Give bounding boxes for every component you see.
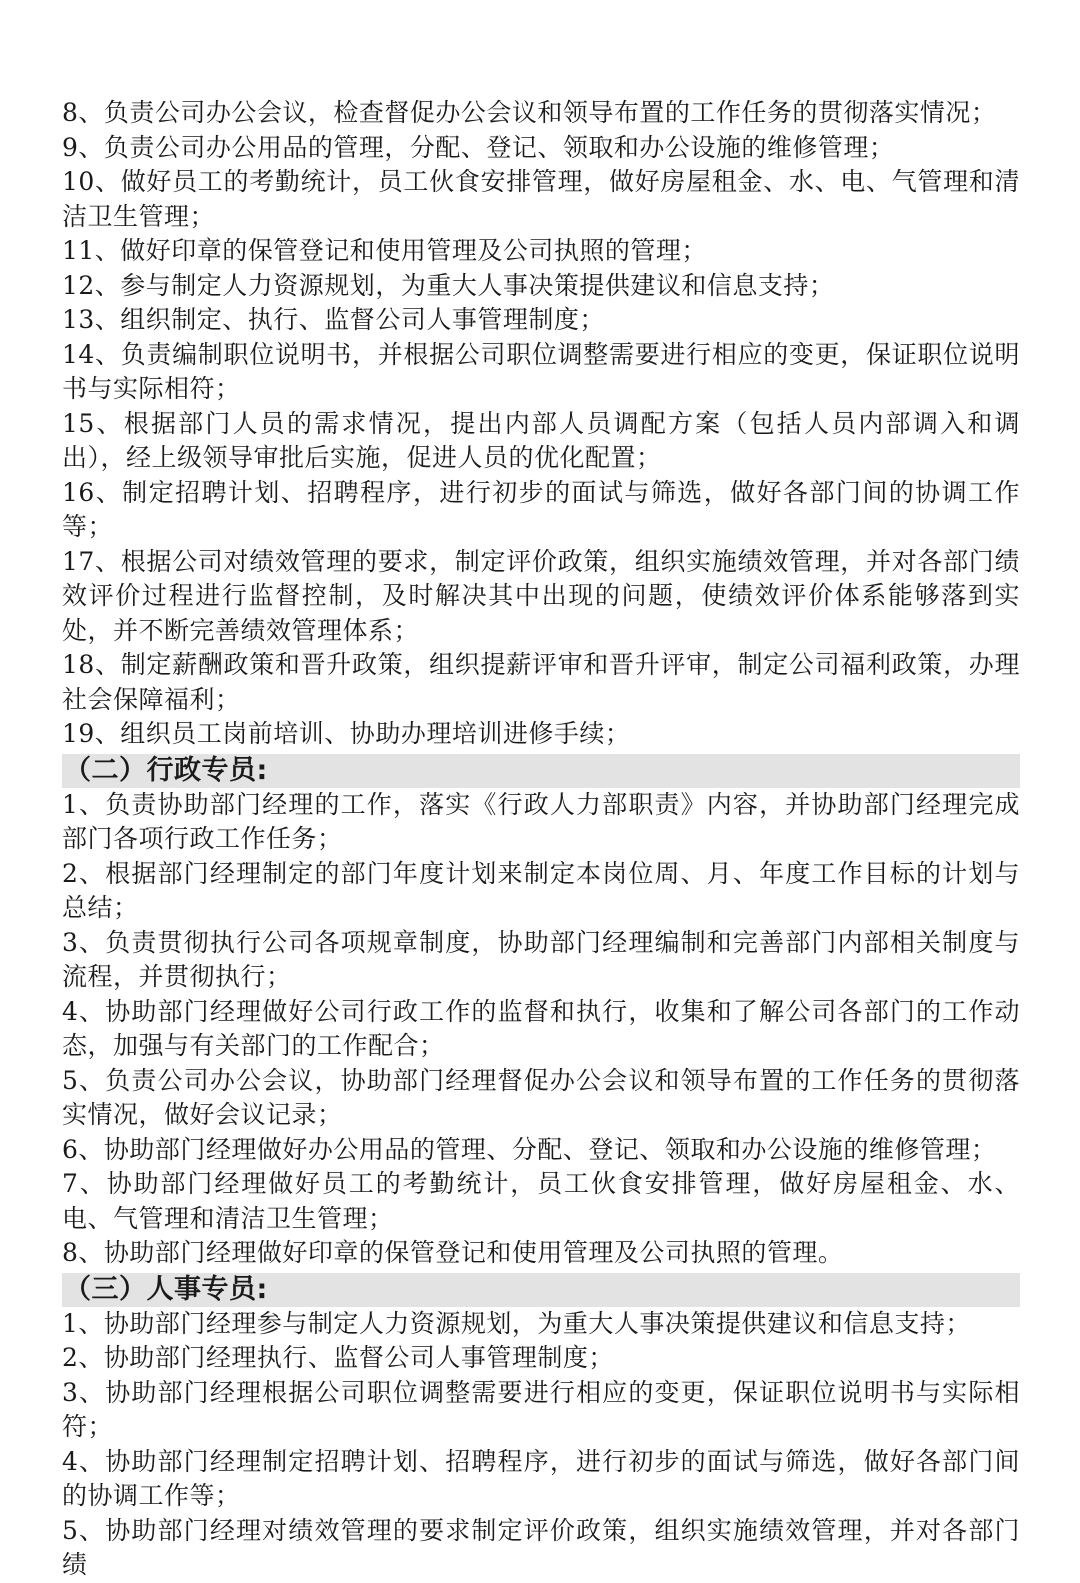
list-item: 3、协助部门经理根据公司职位调整需要进行相应的变更，保证职位说明书与实际相符； — [62, 1377, 1020, 1441]
duty-list-hr-specialist — [62, 1307, 1020, 1583]
list-item: 4、协助部门经理做好公司行政工作的监督和执行，收集和了解公司各部门的工作动态，加强与有关部门的工作配合； — [62, 996, 1020, 1060]
list-item: 8、协助部门经理做好印章的保管登记和使用管理及公司执照的管理。 — [62, 1238, 844, 1267]
list-item: 3、负责贯彻执行公司各项规章制度，协助部门经理编制和完善部门内部相关制度与流程，并贯彻执行； — [62, 927, 1020, 991]
list-item: 1、负责协助部门经理的工作，落实《行政人力部职责》内容，并协助部门经理完成部门各项行政工作任务； — [62, 789, 1020, 853]
section-title-admin-specialist: （二）行政专员: — [62, 754, 1020, 788]
list-item: 18、制定薪酬政策和晋升政策，组织提薪评审和晋升评审，制定公司福利政策，办理社会保障福利； — [62, 650, 1020, 714]
list-item: 15、根据部门人员的需求情况，提出内部人员调配方案（包括人员内部调入和调出），经上级领导审批后实施，促进人员的优化配置； — [62, 408, 1020, 472]
list-item: 19、组织员工岗前培训、协助办理培训进修手续； — [62, 719, 631, 748]
list-item: 11、做好印章的保管登记和使用管理及公司执照的管理； — [62, 236, 707, 265]
list-item: 14、负责编制职位说明书，并根据公司职位调整需要进行相应的变更，保证职位说明书与实际相符； — [62, 339, 1020, 403]
list-item: 5、协助部门经理对绩效管理的要求制定评价政策，组织实施绩效管理，并对各部门绩 — [62, 1515, 1020, 1579]
list-item: 17、根据公司对绩效管理的要求，制定评价政策，组织实施绩效管理，并对各部门绩效评价过程进行监督控制，及时解决其中出现的问题，使绩效评价体系能够落到实处，并不断完善绩效管理体系； — [62, 546, 1020, 645]
document-page — [62, 96, 1020, 1583]
list-item: 6、协助部门经理做好办公用品的管理、分配、登记、领取和办公设施的维修管理； — [62, 1134, 997, 1164]
list-item: 7、协助部门经理做好员工的考勤统计，员工伙食安排管理，做好房屋租金、水、电、气管理和清洁卫生管理； — [62, 1169, 1020, 1233]
list-item: 13、组织制定、执行、监督公司人事管理制度； — [62, 305, 605, 334]
list-item: 8、负责公司办公会议，检查督促办公会议和领导布置的工作任务的贯彻落实情况； — [62, 98, 997, 127]
duty-list-section-1 — [62, 96, 1020, 752]
list-item: 2、协助部门经理执行、监督公司人事管理制度； — [62, 1343, 614, 1372]
list-item: 9、负责公司办公用品的管理，分配、登记、领取和办公设施的维修管理； — [62, 132, 895, 162]
list-item: 16、制定招聘计划、招聘程序，进行初步的面试与筛选，做好各部门间的协调工作等； — [62, 477, 1020, 541]
list-item: 10、做好员工的考勤统计，员工伙食安排管理，做好房屋租金、水、电、气管理和清洁卫生管理； — [62, 167, 1020, 231]
list-item: 1、协助部门经理参与制定人力资源规划，为重大人事决策提供建议和信息支持； — [62, 1308, 971, 1338]
duty-list-admin-specialist — [62, 788, 1020, 1271]
list-item: 5、负责公司办公会议，协助部门经理督促办公会议和领导布置的工作任务的贯彻落实情况，做好会议记录； — [62, 1065, 1020, 1129]
section-title-hr-specialist: （三）人事专员: — [62, 1273, 1020, 1307]
list-item: 2、根据部门经理制定的部门年度计划来制定本岗位周、月、年度工作目标的计划与总结； — [62, 858, 1020, 922]
list-item: 4、协助部门经理制定招聘计划、招聘程序，进行初步的面试与筛选，做好各部门间的协调工作等； — [62, 1446, 1020, 1510]
list-item: 12、参与制定人力资源规划，为重大人事决策提供建议和信息支持； — [62, 270, 835, 300]
